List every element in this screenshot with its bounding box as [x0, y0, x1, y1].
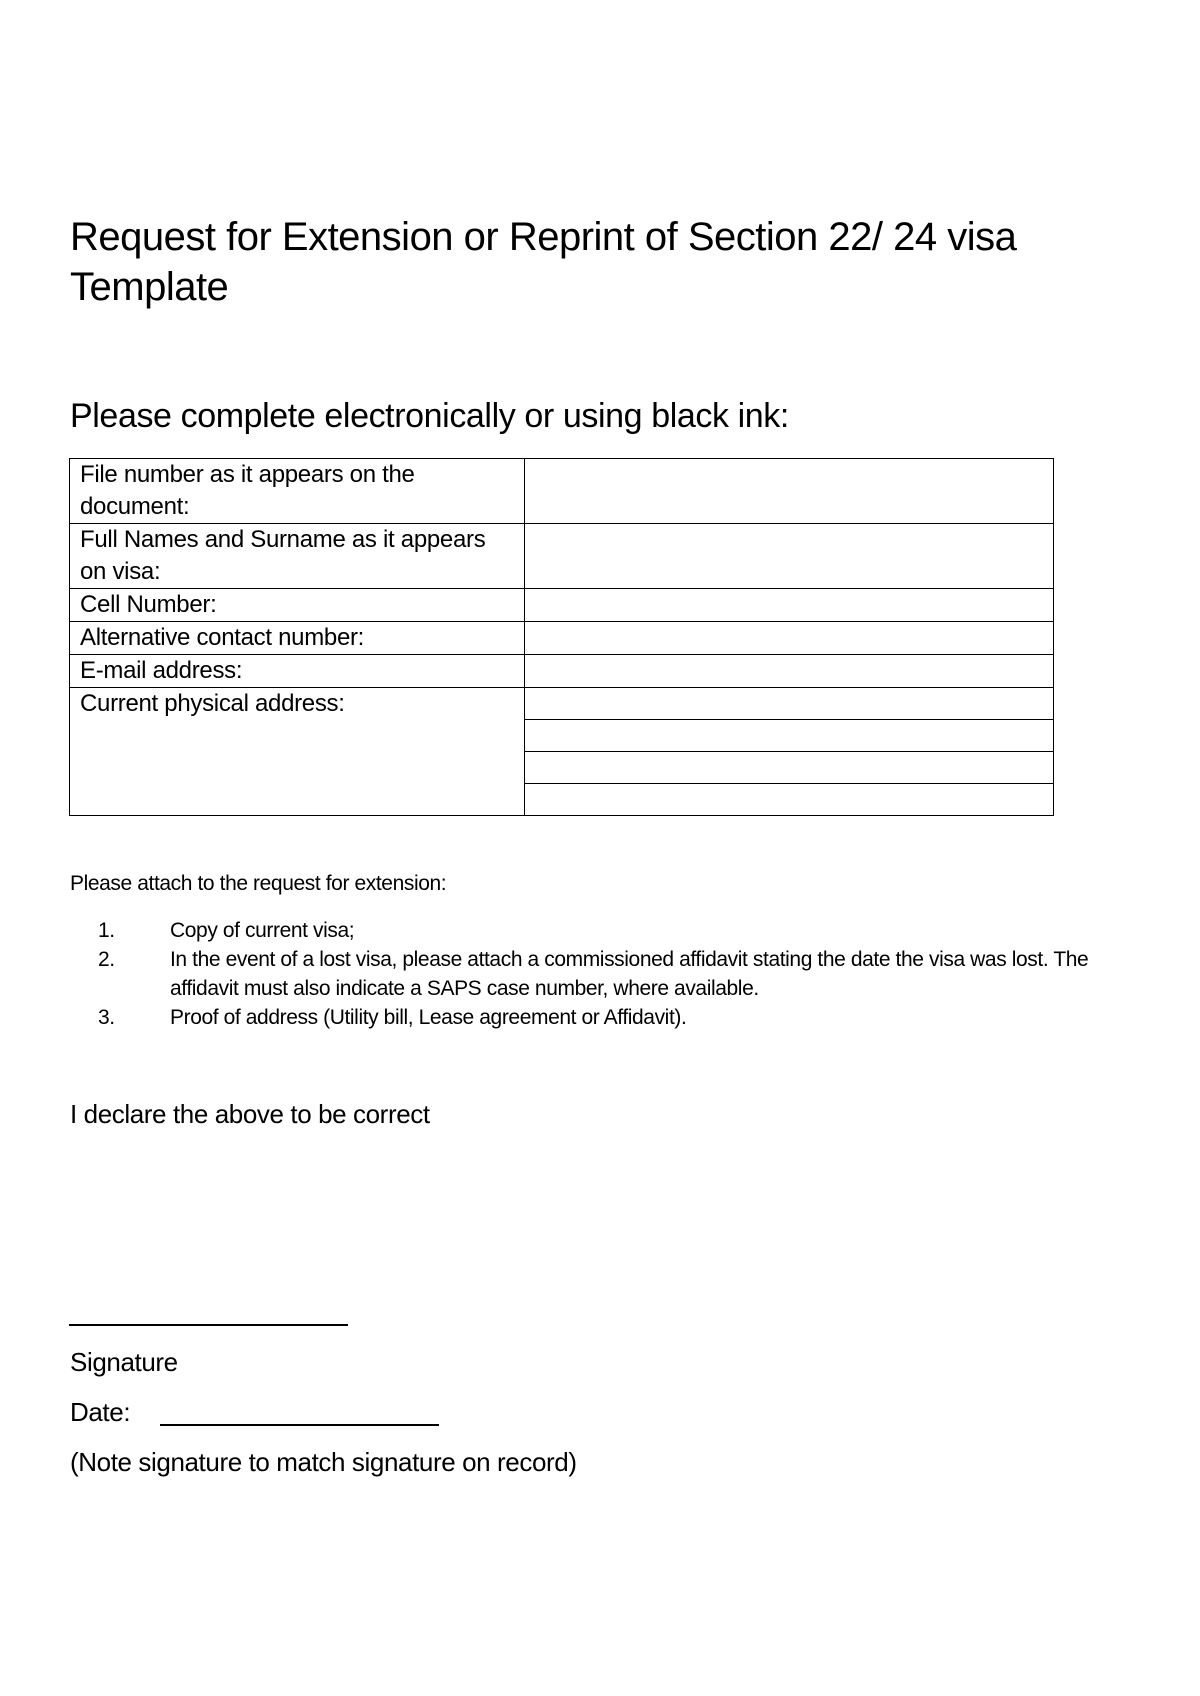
cell-number-field[interactable]	[525, 589, 1054, 622]
table-row	[70, 655, 1054, 688]
signature-label: Signature	[70, 1347, 178, 1377]
table-row	[70, 688, 1054, 720]
declaration-statement: I declare the above to be correct	[70, 1099, 430, 1129]
signature-note: (Note signature to match signature on record)	[70, 1447, 577, 1477]
attachments-heading: Please attach to the request for extension:	[70, 872, 447, 895]
field-label-email: E-mail address:	[70, 655, 525, 688]
field-label-cell-number: Cell Number:	[70, 589, 525, 622]
table-row	[70, 459, 1054, 524]
physical-address-line-4[interactable]	[525, 784, 1054, 816]
physical-address-line-2[interactable]	[525, 720, 1054, 752]
table-row	[70, 524, 1054, 589]
list-item-number: 1.	[98, 919, 115, 942]
list-item-number: 2.	[98, 948, 115, 971]
signature-line[interactable]	[69, 1324, 348, 1326]
form-instruction: Please complete electronically or using black ink:	[70, 397, 789, 435]
physical-address-line-1[interactable]	[525, 688, 1054, 720]
physical-address-line-3[interactable]	[525, 752, 1054, 784]
date-label: Date:	[70, 1397, 131, 1427]
field-label-file-number: File number as it appears on the document:	[70, 459, 525, 524]
field-label-alternative-number: Alternative contact number:	[70, 622, 525, 655]
applicant-details-table	[69, 458, 1054, 816]
table-row	[70, 589, 1054, 622]
field-label-full-names: Full Names and Surname as it appears on visa:	[70, 524, 525, 589]
file-number-field[interactable]	[525, 459, 1054, 524]
list-item	[70, 1003, 1090, 1032]
attachments-list	[70, 916, 1090, 1032]
email-field[interactable]	[525, 655, 1054, 688]
list-item	[70, 945, 1090, 1003]
list-item-text: In the event of a lost visa, please attach a commissioned affidavit stating the date the visa was lost. The affidavit must also indicate a SAPS case number, where available.	[170, 948, 1089, 1000]
page-title: Request for Extension or Reprint of Section 22/ 24 visa Template	[70, 215, 1017, 309]
full-names-field[interactable]	[525, 524, 1054, 589]
alternative-number-field[interactable]	[525, 622, 1054, 655]
list-item-number: 3.	[98, 1006, 115, 1029]
list-item-text: Proof of address (Utility bill, Lease agreement or Affidavit).	[170, 1006, 687, 1029]
field-label-physical-address: Current physical address:	[70, 688, 525, 816]
list-item-text: Copy of current visa;	[170, 919, 355, 942]
date-line[interactable]	[160, 1424, 439, 1426]
table-row	[70, 622, 1054, 655]
list-item	[70, 916, 1090, 945]
